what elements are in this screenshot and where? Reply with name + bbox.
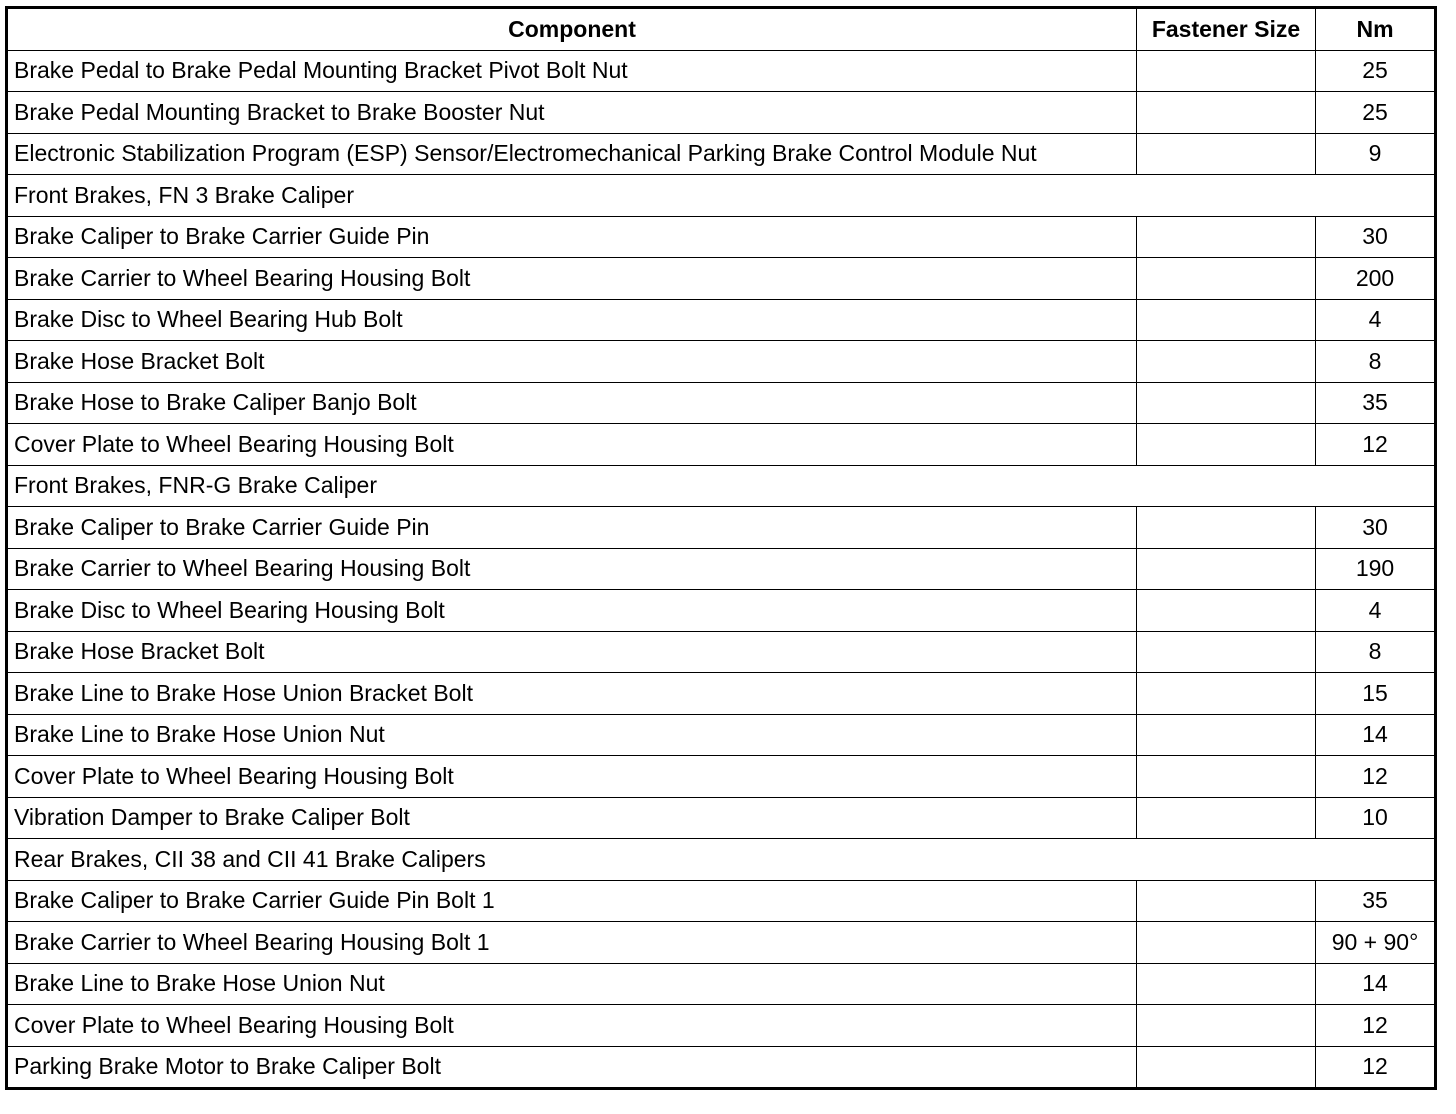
torque-nm-cell: 35 [1316,382,1436,424]
table-row [7,797,1436,839]
table-row [7,631,1436,673]
torque-nm-cell: 15 [1316,673,1436,715]
table-row [7,880,1436,922]
component-cell: Brake Caliper to Brake Carrier Guide Pin Bolt 1 [7,880,1137,922]
torque-nm-cell: 4 [1316,590,1436,632]
fastener-size-cell [1137,299,1316,341]
fastener-size-cell [1137,756,1316,798]
table-row [7,548,1436,590]
component-cell: Vibration Damper to Brake Caliper Bolt [7,797,1137,839]
torque-nm-cell: 14 [1316,963,1436,1005]
fastener-size-cell [1137,341,1316,383]
torque-nm-cell: 25 [1316,92,1436,134]
table-row [7,507,1436,549]
table-body [7,50,1436,1089]
fastener-size-cell [1137,880,1316,922]
table-header-row [7,8,1436,51]
fastener-size-cell [1137,631,1316,673]
fastener-size-cell [1137,590,1316,632]
table-row [7,590,1436,632]
torque-nm-cell: 90 + 90° [1316,922,1436,964]
torque-nm-cell: 25 [1316,50,1436,92]
fastener-size-cell [1137,922,1316,964]
table-row [7,299,1436,341]
torque-nm-cell: 12 [1316,424,1436,466]
torque-nm-cell: 190 [1316,548,1436,590]
fastener-size-cell [1137,1046,1316,1089]
component-cell: Parking Brake Motor to Brake Caliper Bolt [7,1046,1137,1089]
section-header-row [7,839,1436,881]
fastener-size-cell [1137,797,1316,839]
component-cell: Electronic Stabilization Program (ESP) Sensor/Electromechanical Parking Brake Control Module Nut [7,133,1137,175]
section-title: Rear Brakes, CII 38 and CII 41 Brake Calipers [7,839,1436,881]
section-header-row [7,465,1436,507]
component-cell: Brake Disc to Wheel Bearing Housing Bolt [7,590,1137,632]
fastener-size-cell [1137,50,1316,92]
table-row [7,424,1436,466]
header-fastener-size: Fastener Size [1137,8,1316,51]
torque-nm-cell: 8 [1316,631,1436,673]
table-row [7,341,1436,383]
section-title: Front Brakes, FN 3 Brake Caliper [7,175,1436,217]
torque-nm-cell: 200 [1316,258,1436,300]
torque-nm-cell: 35 [1316,880,1436,922]
table-row [7,963,1436,1005]
table-row [7,922,1436,964]
fastener-size-cell [1137,216,1316,258]
fastener-size-cell [1137,92,1316,134]
torque-nm-cell: 12 [1316,756,1436,798]
table-row [7,1005,1436,1047]
component-cell: Brake Line to Brake Hose Union Nut [7,963,1137,1005]
fastener-size-cell [1137,258,1316,300]
table-row [7,1046,1436,1089]
table-row [7,133,1436,175]
component-cell: Brake Pedal Mounting Bracket to Brake Booster Nut [7,92,1137,134]
torque-nm-cell: 30 [1316,507,1436,549]
component-cell: Brake Disc to Wheel Bearing Hub Bolt [7,299,1137,341]
table-row [7,756,1436,798]
header-component: Component [7,8,1137,51]
torque-nm-cell: 12 [1316,1005,1436,1047]
table-row [7,714,1436,756]
fastener-size-cell [1137,382,1316,424]
component-cell: Brake Line to Brake Hose Union Bracket Bolt [7,673,1137,715]
fastener-size-cell [1137,963,1316,1005]
component-cell: Brake Carrier to Wheel Bearing Housing Bolt 1 [7,922,1137,964]
torque-nm-cell: 12 [1316,1046,1436,1089]
section-title: Front Brakes, FNR-G Brake Caliper [7,465,1436,507]
component-cell: Cover Plate to Wheel Bearing Housing Bolt [7,424,1137,466]
torque-nm-cell: 8 [1316,341,1436,383]
torque-nm-cell: 4 [1316,299,1436,341]
fastener-size-cell [1137,133,1316,175]
component-cell: Brake Line to Brake Hose Union Nut [7,714,1137,756]
torque-nm-cell: 10 [1316,797,1436,839]
component-cell: Brake Pedal to Brake Pedal Mounting Bracket Pivot Bolt Nut [7,50,1137,92]
table-row [7,673,1436,715]
component-cell: Cover Plate to Wheel Bearing Housing Bolt [7,1005,1137,1047]
fastener-size-cell [1137,507,1316,549]
component-cell: Brake Hose Bracket Bolt [7,341,1137,383]
table-row [7,216,1436,258]
table-row [7,382,1436,424]
component-cell: Brake Caliper to Brake Carrier Guide Pin [7,216,1137,258]
torque-specifications-table [5,6,1437,1090]
table-row [7,258,1436,300]
torque-nm-cell: 14 [1316,714,1436,756]
component-cell: Brake Caliper to Brake Carrier Guide Pin [7,507,1137,549]
fastener-size-cell [1137,714,1316,756]
component-cell: Cover Plate to Wheel Bearing Housing Bolt [7,756,1137,798]
component-cell: Brake Carrier to Wheel Bearing Housing Bolt [7,548,1137,590]
table-row [7,92,1436,134]
torque-nm-cell: 30 [1316,216,1436,258]
fastener-size-cell [1137,1005,1316,1047]
fastener-size-cell [1137,548,1316,590]
fastener-size-cell [1137,673,1316,715]
torque-nm-cell: 9 [1316,133,1436,175]
fastener-size-cell [1137,424,1316,466]
component-cell: Brake Hose to Brake Caliper Banjo Bolt [7,382,1137,424]
component-cell: Brake Carrier to Wheel Bearing Housing Bolt [7,258,1137,300]
component-cell: Brake Hose Bracket Bolt [7,631,1137,673]
header-nm: Nm [1316,8,1436,51]
section-header-row [7,175,1436,217]
table-row [7,50,1436,92]
